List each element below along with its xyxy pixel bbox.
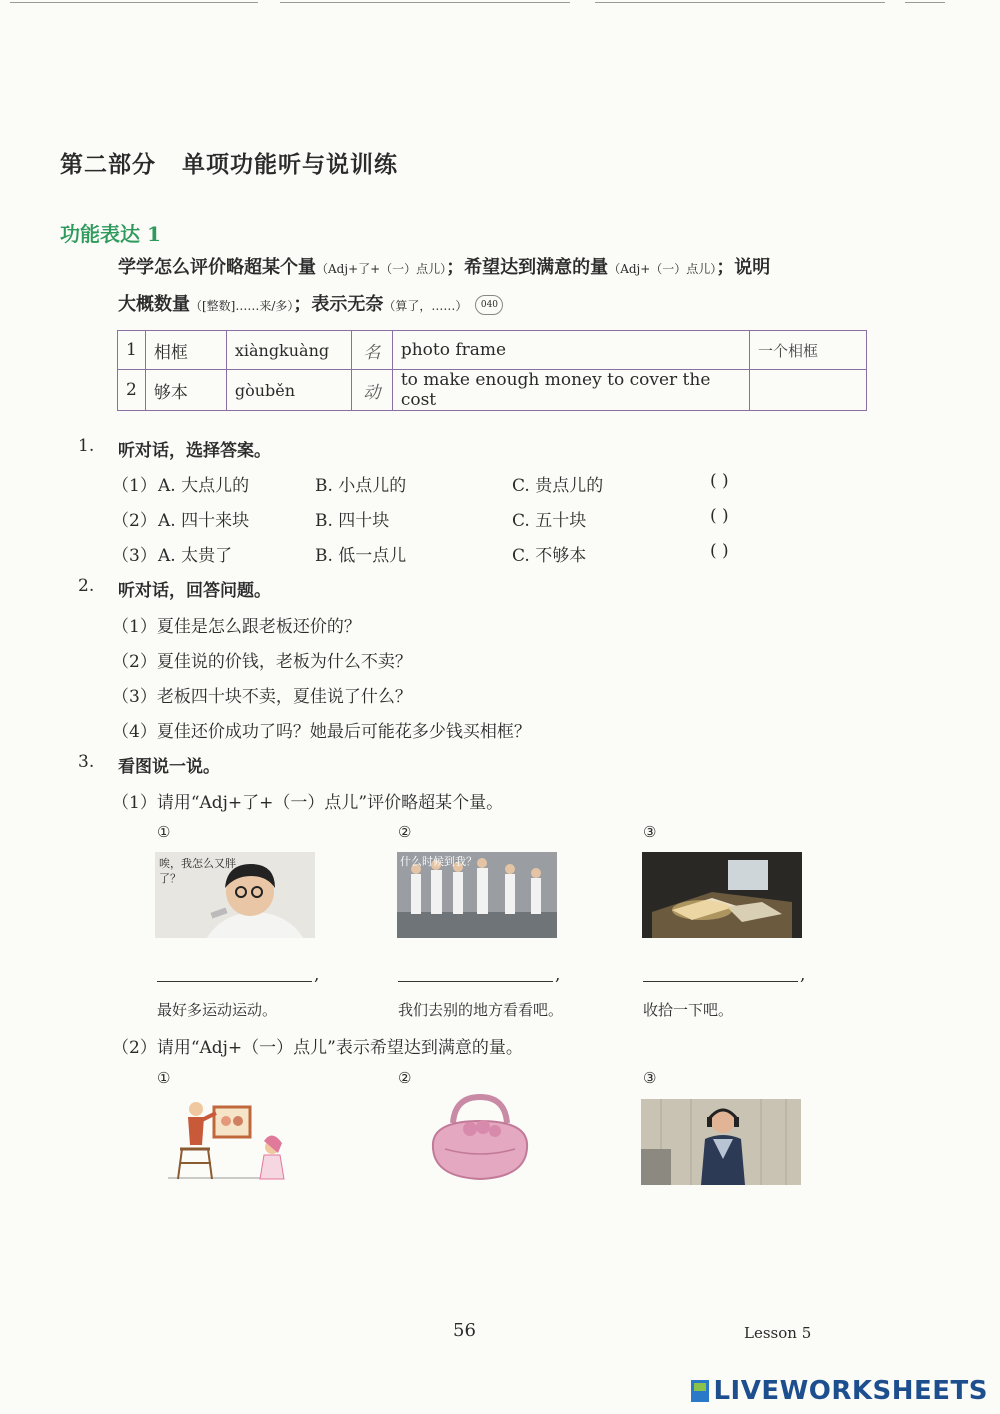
vocab-meaning: to make enough money to cover the cost [392, 370, 749, 411]
lesson-label: Lesson 5 [744, 1324, 812, 1342]
photo-pink-handbag [425, 1093, 535, 1185]
option-c[interactable]: C. 贵点儿的 [512, 476, 604, 496]
photo-man-headphones [641, 1099, 801, 1185]
photo-long-queue [397, 852, 557, 938]
intro-text: ；表示无奈 [293, 294, 384, 315]
sub-question: （1）夏佳是怎么跟老板还价的？ [112, 617, 361, 637]
sub-question: （4）夏佳还价成功了吗？她最后可能花多少钱买相框？ [112, 722, 531, 742]
comma: , [800, 965, 806, 985]
sub-question: （3）老板四十块不卖，夏佳说了什么？ [112, 687, 412, 707]
intro-pattern: （Adj+（一）点儿） [608, 262, 717, 276]
function-intro-line-2 [118, 290, 503, 316]
sub-task-2: （2）请用“Adj+（一）点儿”表示希望达到满意的量。 [112, 1038, 523, 1058]
picture-number: ② [398, 823, 412, 841]
picture-number: ② [398, 1069, 412, 1087]
answer-blank-3[interactable] [643, 981, 798, 982]
photo-messy-desk [642, 852, 802, 938]
caption: 我们去别的地方看看吧。 [398, 1001, 564, 1019]
top-rule [280, 2, 570, 3]
option-c[interactable]: C. 不够本 [512, 546, 587, 566]
comma: , [555, 965, 561, 985]
question-number: 1. [78, 436, 95, 456]
option-b[interactable]: B. 四十块 [315, 511, 390, 531]
part-name: 单项功能听与说训练 [182, 151, 398, 178]
picture-number: ① [157, 1069, 171, 1087]
answer-box[interactable]: ( ) [710, 471, 729, 491]
sub-question: （2）夏佳说的价钱，老板为什么不卖？ [112, 652, 412, 672]
photo-overweight-woman [155, 852, 315, 938]
option-b[interactable]: B. 小点儿的 [315, 476, 407, 496]
vocab-word: 够本 [145, 370, 226, 411]
caption: 收拾一下吧。 [643, 1001, 734, 1019]
part-label: 第二部分 [60, 151, 156, 178]
part-title [60, 146, 398, 179]
option-row-number: （2） [112, 511, 157, 531]
picture-number: ① [157, 823, 171, 841]
answer-box[interactable]: ( ) [710, 541, 729, 561]
illustration-hanging-frame [168, 1093, 298, 1183]
intro-pattern: （Adj+了+（一）点儿） [316, 262, 447, 276]
vocab-meaning: photo frame [392, 331, 749, 370]
option-row-number: （1） [112, 476, 157, 496]
intro-text: 学学怎么评价略超某个量 [118, 257, 316, 278]
caption: 最好多运动运动。 [157, 1001, 278, 1019]
question-text: 听对话，回答问题。 [118, 581, 271, 601]
speech-text: 唉，我怎么又胖了？ [159, 857, 236, 885]
question-text: 看图说一说。 [118, 757, 220, 777]
option-a[interactable]: A. 太贵了 [158, 546, 233, 566]
comma: , [314, 965, 320, 985]
function-title: 功能表达 1 [60, 222, 161, 246]
picture-number: ③ [643, 1069, 657, 1087]
vocab-number: 1 [118, 331, 146, 370]
vocab-number: 2 [118, 370, 146, 411]
table-row [118, 331, 867, 370]
top-rule [595, 2, 885, 3]
vocab-pinyin: xiàngkuàng [226, 331, 351, 370]
audio-track-icon[interactable]: 040 [475, 295, 503, 315]
question-number: 3. [78, 752, 95, 772]
question-number: 2. [78, 576, 95, 596]
table-row [118, 370, 867, 411]
answer-blank-1[interactable] [157, 981, 312, 982]
option-b[interactable]: B. 低一点儿 [315, 546, 407, 566]
vocab-measure: 一个相框 [750, 331, 867, 370]
vocabulary-table [117, 330, 867, 411]
option-c[interactable]: C. 五十块 [512, 511, 587, 531]
answer-blank-2[interactable] [398, 981, 553, 982]
sub-task-1: （1）请用“Adj+了+（一）点儿”评价略超某个量。 [112, 793, 504, 813]
vocab-pos: 动 [351, 370, 392, 411]
vocab-measure [750, 370, 867, 411]
intro-text: ；希望达到满意的量 [446, 257, 609, 278]
page-number: 56 [453, 1320, 476, 1341]
liveworksheets-logo[interactable] [691, 1376, 988, 1406]
answer-box[interactable]: ( ) [710, 506, 729, 526]
option-a[interactable]: A. 四十来块 [158, 511, 250, 531]
intro-pattern: （算了，……） [383, 299, 468, 313]
intro-text: ；说明 [716, 257, 771, 278]
top-rule [10, 2, 258, 3]
intro-pattern: （[整数]……来/多） [190, 299, 294, 313]
liveworksheets-logo-icon [691, 1380, 709, 1402]
top-rule [905, 2, 945, 3]
function-intro-line-1 [118, 253, 770, 279]
vocab-pinyin: gòuběn [226, 370, 351, 411]
speech-text: 什么时候到我？ [400, 855, 477, 868]
option-a[interactable]: A. 大点儿的 [158, 476, 250, 496]
question-text: 听对话，选择答案。 [118, 441, 271, 461]
option-row-number: （3） [112, 546, 157, 566]
vocab-word: 相框 [145, 331, 226, 370]
logo-text: LIVEWORKSHEETS [713, 1376, 988, 1406]
picture-number: ③ [643, 823, 657, 841]
intro-text: 大概数量 [118, 294, 190, 315]
vocab-pos: 名 [351, 331, 392, 370]
